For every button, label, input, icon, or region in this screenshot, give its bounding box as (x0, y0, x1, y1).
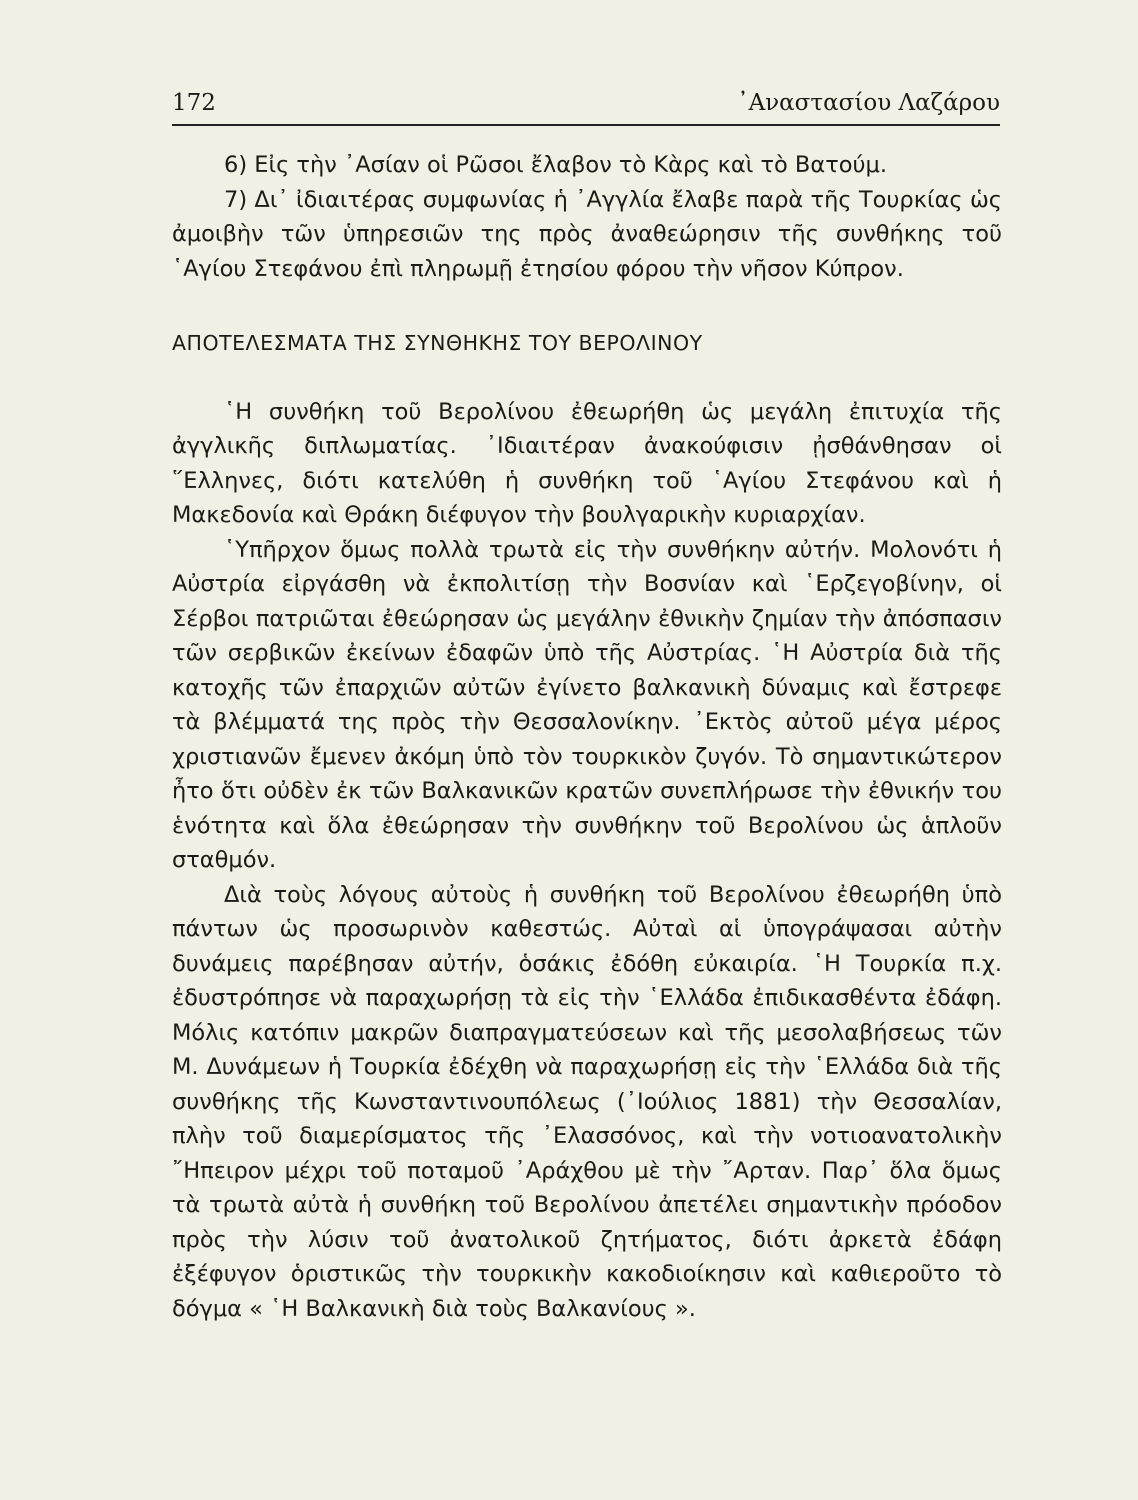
page-header (172, 84, 1000, 126)
list-item-6: 6) Εἰς τὴν ᾿Ασίαν οἱ Ρῶσοι ἔλαβον τὸ Κὰρς καὶ τὸ Βατούμ. (224, 152, 887, 178)
list-item-7: 7) Δι᾿ ἰδιαιτέρας συμφωνίας ἡ ᾿Αγγλία ἔλαβε παρὰ τῆς Τουρκίας ὡς ἀμοιβὴν τῶν ὑπηρεσιῶν της πρὸς ἀναθεώρησιν τῆς συνθήκης τοῦ ῾Αγίου Στεφάνου ἐπὶ πληρωμῇ ἐτησίου φόρου τὴν νῆσον Κύπρον. (172, 186, 1002, 282)
paragraph: ῾Η συνθήκη τοῦ Βερολίνου ἐθεωρήθη ὡς μεγάλη ἐπιτυχία τῆς ἀγγλικῆς διπλωματίας. ᾿Ιδιαιτέραν ἀνακούφισιν ᾐσθάνθησαν οἱ ῞Ελληνες, διότι κατελύθη ἡ συνθήκη τοῦ ῾Αγίου Στεφάνου καὶ ἡ Μακεδονία καὶ Θράκη διέφυγον τὴν βουλγαρικὴν κυριαρχίαν. (172, 398, 1002, 528)
running-head: ᾿Αναστασίου Λαζάρου (737, 90, 1000, 116)
paragraph: Διὰ τοὺς λόγους αὐτοὺς ἡ συνθήκη τοῦ Βερολίνου ἐθεωρήθη ὑπὸ πάντων ὡς προσωρινὸν καθεστώς. Αὐταὶ αἱ ὑπογράψασαι αὐτὴν δυνάμεις παρέβησαν αὐτήν, ὁσάκις ἐδόθη εὐκαιρία. ῾Η Τουρκία π.χ. ἐδυστρόπησε νὰ παραχωρήσῃ τὰ εἰς τὴν ῾Ελλάδα ἐπιδικασθέντα ἐδάφη. Μόλις κατόπιν μακρῶν διαπραγματεύσεων καὶ τῆς μεσολαβήσεως τῶν Μ. Δυνάμεων ἡ Τουρκία ἐδέχθη νὰ παραχωρήσῃ εἰς τὴν ῾Ελλάδα διὰ τῆς συνθήκης τῆς Κωνσταντινουπόλεως (᾿Ιούλιος 1881) τὴν Θεσσαλίαν, πλὴν τοῦ διαμερίσματος τῆς ᾿Ελασσόνος, καὶ τὴν νοτιοανατολικὴν ῎Ηπειρον μέχρι τοῦ ποταμοῦ ᾿Αράχθου μὲ τὴν ῎Αρταν. Παρ᾿ ὅλα ὅμως τὰ τρωτὰ αὐτὰ ἡ συνθήκη τοῦ Βερολίνου ἀπετέλει σημαντικὴν πρόοδον πρὸς τὴν λύσιν τοῦ ἀνατολικοῦ ζητήματος, διότι ἀρκετὰ ἐδάφη ἐξέφυγον ὁριστικῶς τὴν τουρκικὴν κακοδιοίκησιν καὶ καθιεροῦτο τὸ δόγμα « ῾Η Βαλκανικὴ διὰ τοὺς Βαλκανίους ». (172, 881, 1002, 1322)
page-number: 172 (172, 90, 216, 116)
paragraph: ῾Υπῆρχον ὅμως πολλὰ τρωτὰ εἰς τὴν συνθήκην αὐτήν. Μολονότι ἡ Αὐστρία εἰργάσθη νὰ ἐκπολιτίσῃ τὴν Βοσνίαν καὶ ῾Ερζεγοβίνην, οἱ Σέρβοι πατριῶται ἐθεώρησαν ὡς μεγάλην ἐθνικὴν ζημίαν τὴν ἀπόσπασιν τῶν σερβικῶν ἐκείνων ἐδαφῶν ὑπὸ τῆς Αὐστρίας. ῾Η Αὐστρία διὰ τῆς κατοχῆς τῶν ἐπαρχιῶν αὐτῶν ἐγίνετο βαλκανικὴ δύναμις καὶ ἔστρεφε τὰ βλέμματά της πρὸς τὴν Θεσσαλονίκην. ᾿Εκτὸς αὐτοῦ μέγα μέρος χριστιανῶν ἔμενεν ἀκόμη ὑπὸ τὸν τουρκικὸν ζυγόν. Τὸ σημαντικώτερον ἦτο ὅτι οὐδὲν ἐκ τῶν Βαλκανικῶν κρατῶν συνεπλήρωσε τὴν ἐθνικήν του ἑνότητα καὶ ὅλα ἐθεώρησαν τὴν συνθήκην τοῦ Βερολίνου ὡς ἁπλοῦν σταθμόν. (172, 536, 1002, 873)
section-heading: ΑΠΟΤΕΛΕΣΜΑΤΑ ΤΗΣ ΣΥΝΘΗΚΗΣ ΤΟΥ ΒΕΡΟΛΙΝΟΥ (172, 331, 703, 355)
body-text (172, 148, 1002, 1326)
